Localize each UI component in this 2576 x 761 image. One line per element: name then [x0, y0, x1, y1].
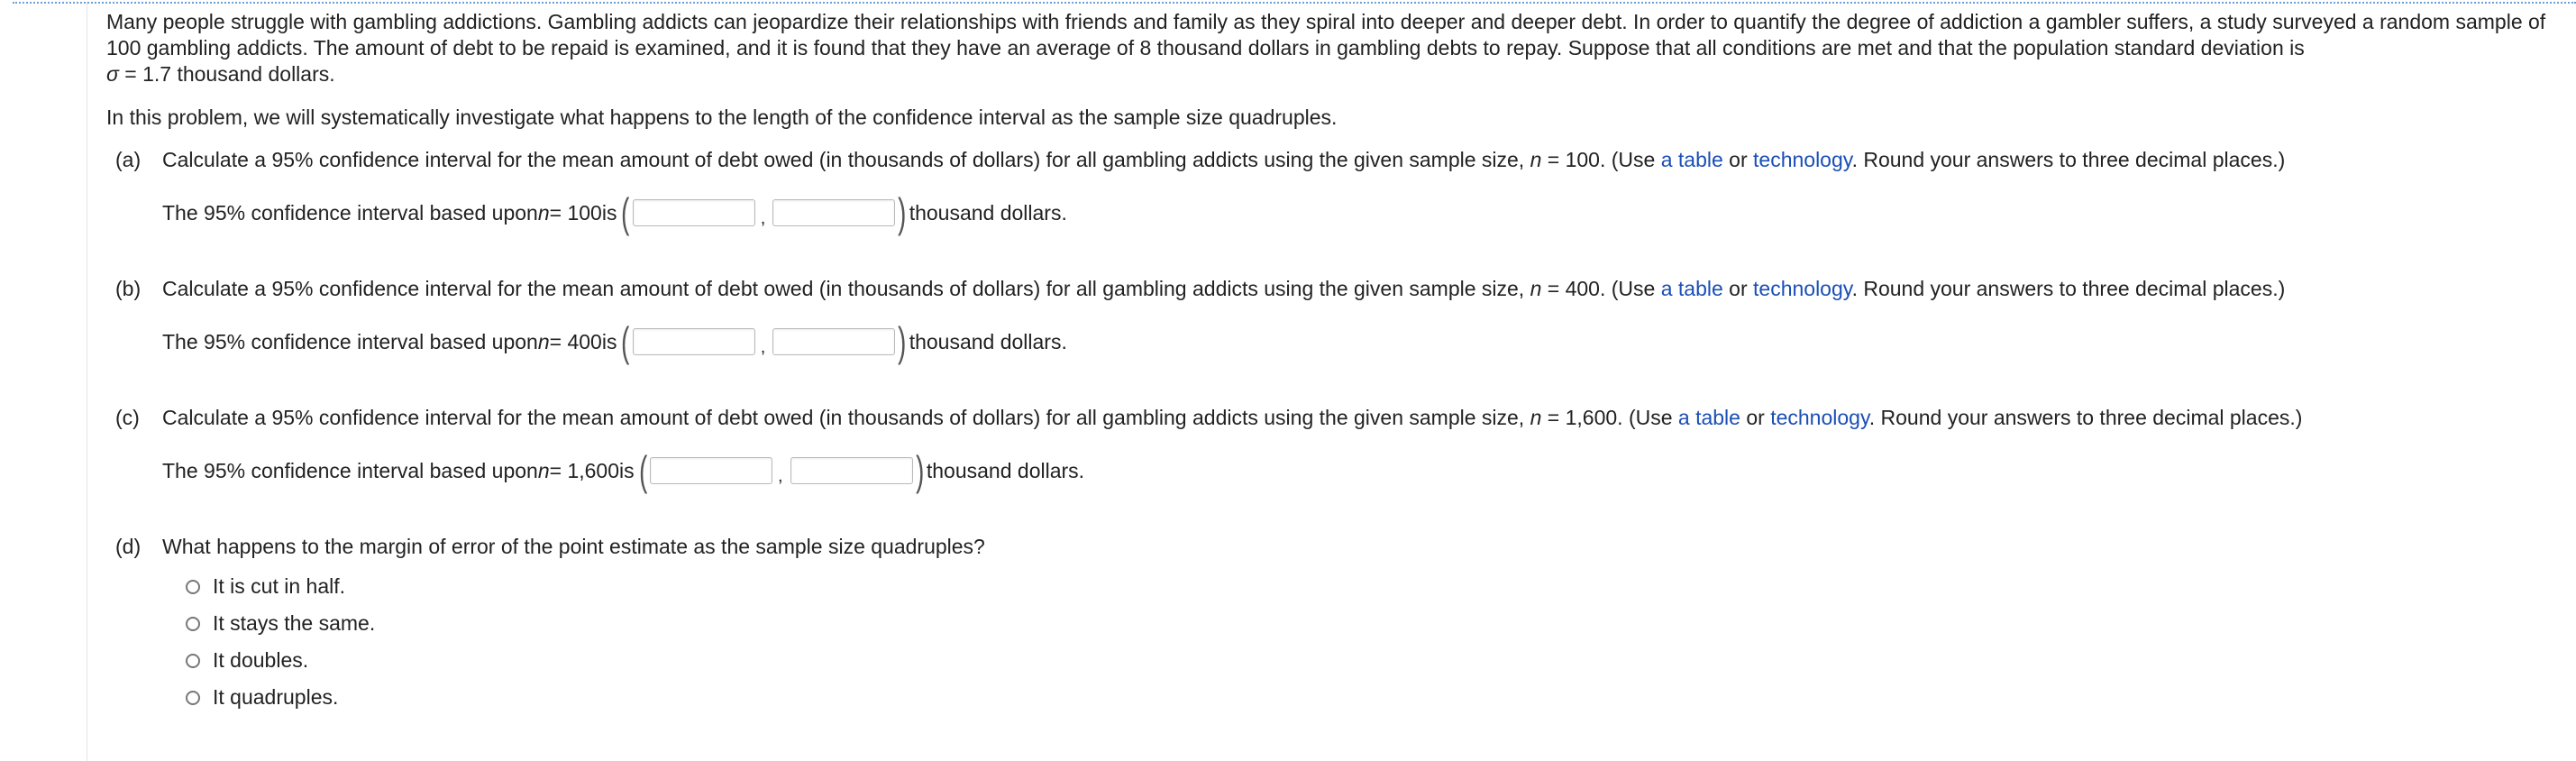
radio-button[interactable]: [186, 580, 200, 594]
answer-is: is: [601, 329, 617, 353]
n-symbol: n: [537, 329, 550, 353]
comma: ,: [760, 336, 766, 357]
option-quadruples[interactable]: [186, 679, 375, 716]
part-b-lower-input[interactable]: [633, 328, 755, 355]
part-b-letter: (b): [115, 277, 142, 300]
intro-paragraph: [106, 9, 2558, 87]
answer-n: = 1,600: [549, 458, 620, 482]
right-paren: ): [915, 447, 924, 494]
answer-is: is: [619, 458, 635, 482]
problem-content: [106, 9, 2558, 131]
part-a-letter: (a): [115, 148, 142, 171]
comma: ,: [760, 207, 766, 228]
part-b-answer-line: [162, 320, 1067, 363]
option-label: It quadruples.: [213, 685, 339, 709]
part-b-question-text: Calculate a 95% confidence interval for the mean amount of debt owed (in thousands of dollars) for all gambling addicts using the given sample size,: [162, 277, 1530, 300]
n-symbol: n: [1530, 406, 1542, 429]
part-a-question-text: Calculate a 95% confidence interval for the mean amount of debt owed (in thousands of dollars) for all gambling addicts using the given sample size,: [162, 148, 1530, 171]
option-doubles[interactable]: [186, 642, 375, 679]
part-a-upper-input[interactable]: [772, 199, 895, 226]
table-link[interactable]: a table: [1677, 406, 1740, 429]
use-text: (Use: [1622, 406, 1678, 429]
answer-prefix: The 95% confidence interval based upon: [162, 458, 538, 482]
use-text: (Use: [1605, 148, 1661, 171]
option-label: It is cut in half.: [213, 574, 346, 598]
option-label: It doubles.: [213, 648, 309, 672]
answer-is: is: [601, 200, 617, 225]
part-c-question: [162, 405, 2302, 431]
thousand-dollars-label: thousand dollars.: [926, 458, 1085, 482]
technology-link[interactable]: technology: [1753, 148, 1852, 171]
answer-prefix: The 95% confidence interval based upon: [162, 200, 538, 225]
option-label: It stays the same.: [213, 611, 376, 635]
n-symbol: n: [1530, 277, 1542, 300]
part-b-question: [162, 276, 2285, 302]
part-a-question: [162, 147, 2285, 173]
part-c-letter: (c): [115, 406, 140, 429]
radio-button[interactable]: [186, 691, 200, 705]
part-d-options: [186, 568, 375, 716]
radio-button[interactable]: [186, 654, 200, 668]
part-b-upper-input[interactable]: [772, 328, 895, 355]
technology-link[interactable]: technology: [1770, 406, 1869, 429]
or-text: or: [1722, 148, 1754, 171]
part-c-answer-line: [162, 449, 1084, 492]
thousand-dollars-label: thousand dollars.: [909, 329, 1067, 353]
part-c-n-value: = 1,600.: [1541, 406, 1623, 429]
part-a-n-value: = 100.: [1541, 148, 1606, 171]
answer-prefix: The 95% confidence interval based upon: [162, 329, 538, 353]
or-text: or: [1740, 406, 1771, 429]
part-c-upper-input[interactable]: [790, 457, 913, 484]
answer-n: = 400: [549, 329, 602, 353]
answer-n: = 100: [549, 200, 602, 225]
thousand-dollars-label: thousand dollars.: [909, 200, 1067, 225]
part-a-lower-input[interactable]: [633, 199, 755, 226]
n-symbol: n: [1530, 148, 1542, 171]
left-paren: (: [638, 447, 647, 494]
part-d-question: What happens to the margin of error of the point estimate as the sample size quadruples?: [162, 535, 985, 558]
or-text: or: [1722, 277, 1754, 300]
right-paren: ): [898, 318, 907, 365]
technology-link[interactable]: technology: [1753, 277, 1852, 300]
part-a-answer-line: [162, 191, 1067, 234]
round-instruction: . Round your answers to three decimal places.): [1851, 277, 2286, 300]
table-link[interactable]: a table: [1660, 148, 1723, 171]
round-instruction: . Round your answers to three decimal places.): [1868, 406, 2303, 429]
part-c-lower-input[interactable]: [650, 457, 772, 484]
sigma-value: = 1.7 thousand dollars.: [118, 62, 335, 86]
left-paren: (: [621, 318, 630, 365]
round-instruction: . Round your answers to three decimal places.): [1851, 148, 2286, 171]
option-cut-in-half[interactable]: [186, 568, 375, 605]
option-stays-same[interactable]: [186, 605, 375, 642]
top-dotted-rule: [13, 2, 2576, 4]
n-symbol: n: [537, 200, 550, 225]
left-paren: (: [621, 189, 630, 236]
table-link[interactable]: a table: [1660, 277, 1723, 300]
n-symbol: n: [537, 458, 550, 482]
comma: ,: [777, 465, 783, 486]
right-paren: ): [898, 189, 907, 236]
sigma-symbol: σ: [106, 62, 119, 86]
part-c-question-text: Calculate a 95% confidence interval for the mean amount of debt owed (in thousands of dollars) for all gambling addicts using the given sample size,: [162, 406, 1530, 429]
investigation-paragraph: In this problem, we will systematically investigate what happens to the length of the confidence interval as the sample size quadruples.: [106, 105, 1338, 129]
part-d-letter: (d): [115, 535, 142, 558]
radio-button[interactable]: [186, 617, 200, 631]
use-text: (Use: [1605, 277, 1661, 300]
intro-text: Many people struggle with gambling addictions. Gambling addicts can jeopardize their relationships with friends and family as they spiral into deeper and deeper debt. In order to quantify the degree of addiction a gambler suffers, a study surveyed a random sample of 100 gambling addicts. The amount of debt to be repaid is examined, and it is found that they have an average of 8 thousand dollars in gambling debts to repay. Suppose that all conditions are met and that the population standard deviation is: [106, 10, 2546, 60]
part-b-n-value: = 400.: [1541, 277, 1606, 300]
